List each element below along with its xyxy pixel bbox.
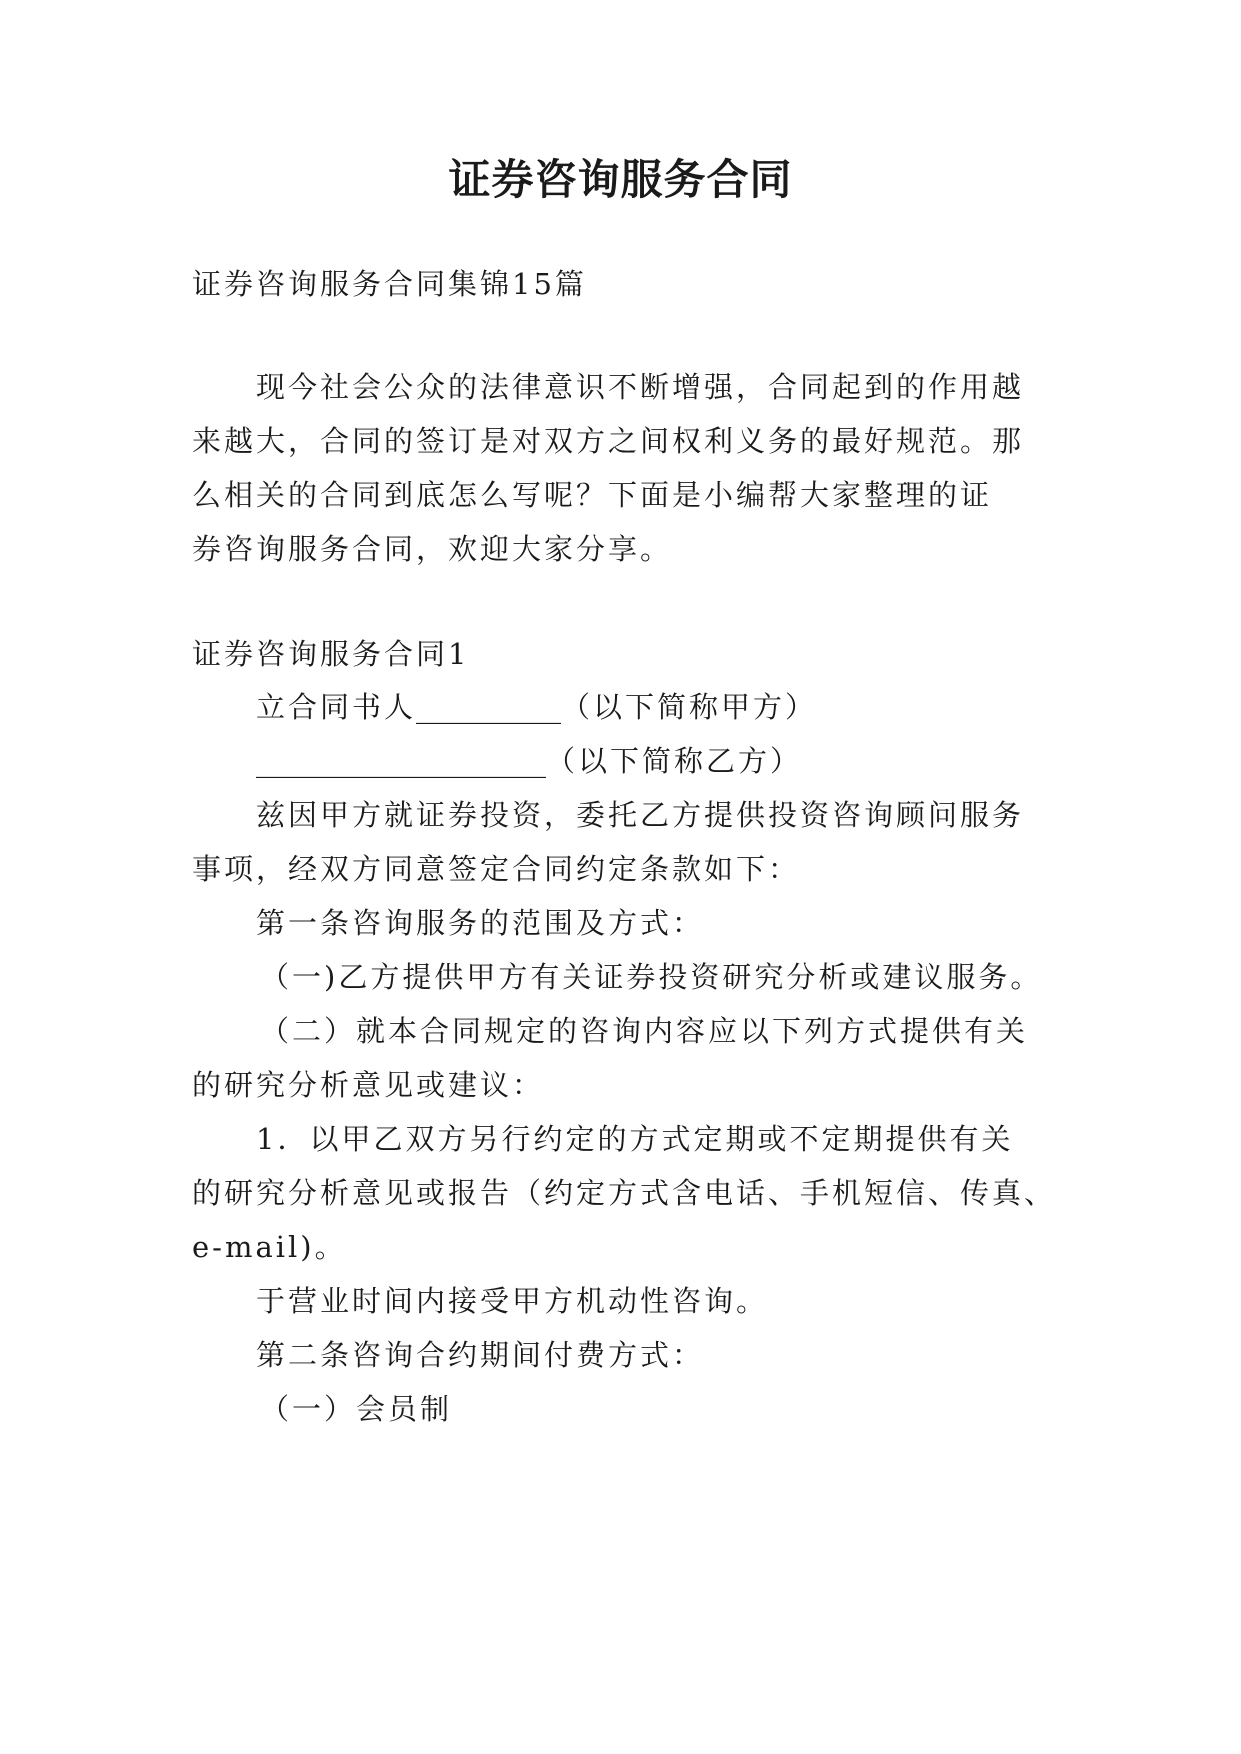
party-a-prefix: 立合同书人 [256,690,417,724]
intro-line-3: 么相关的合同到底怎么写呢？下面是小编帮大家整理的证 [192,478,993,512]
clause-2-1: （一）会员制 [260,1392,453,1426]
intro-line-4: 券咨询服务合同，欢迎大家分享。 [192,532,673,566]
party-b-suffix: （以下简称乙方） [546,744,803,778]
intro-line-1: 现今社会公众的法律意识不断增强，合同起到的作用越 [256,370,1025,404]
document-subtitle: 证券咨询服务合同集锦15篇 [192,267,587,301]
intro-line-2: 来越大，合同的签订是对双方之间权利义务的最好规范。那 [192,424,1025,458]
party-a-suffix: （以下简称甲方） [561,690,818,724]
party-b-line [256,741,1062,781]
item-1-continued: 的研究分析意见或报告（约定方式含电话、手机短信、传真、 [192,1176,1057,1210]
clause-1-2: （二）就本合同规定的咨询内容应以下列方式提供有关 [260,1014,1029,1048]
clause-1-1: （一)乙方提供甲方有关证券投资研究分析或建议服务。 [260,960,1043,994]
body-line-2: 事项，经双方同意签定合同约定条款如下： [192,852,801,886]
party-a-line [256,687,1062,727]
item-1: 1．以甲乙双方另行约定的方式定期或不定期提供有关 [256,1122,1014,1156]
clause-1-2-continued: 的研究分析意见或建议： [192,1068,545,1102]
item-1-email: e-mail)。 [192,1230,347,1264]
party-a-blank: __________ [416,690,562,724]
article-1-heading: 第一条咨询服务的范围及方式： [256,906,705,940]
article-2-heading: 第二条咨询合约期间付费方式： [256,1338,705,1372]
section-heading: 证券咨询服务合同1 [192,637,470,671]
consult-hours-line: 于营业时间内接受甲方机动性咨询。 [256,1284,769,1318]
document-title: 证券咨询服务合同 [448,155,793,204]
body-line-1: 兹因甲方就证券投资，委托乙方提供投资咨询顾问服务 [256,798,1025,832]
party-b-blank: ____________________ [256,744,546,778]
